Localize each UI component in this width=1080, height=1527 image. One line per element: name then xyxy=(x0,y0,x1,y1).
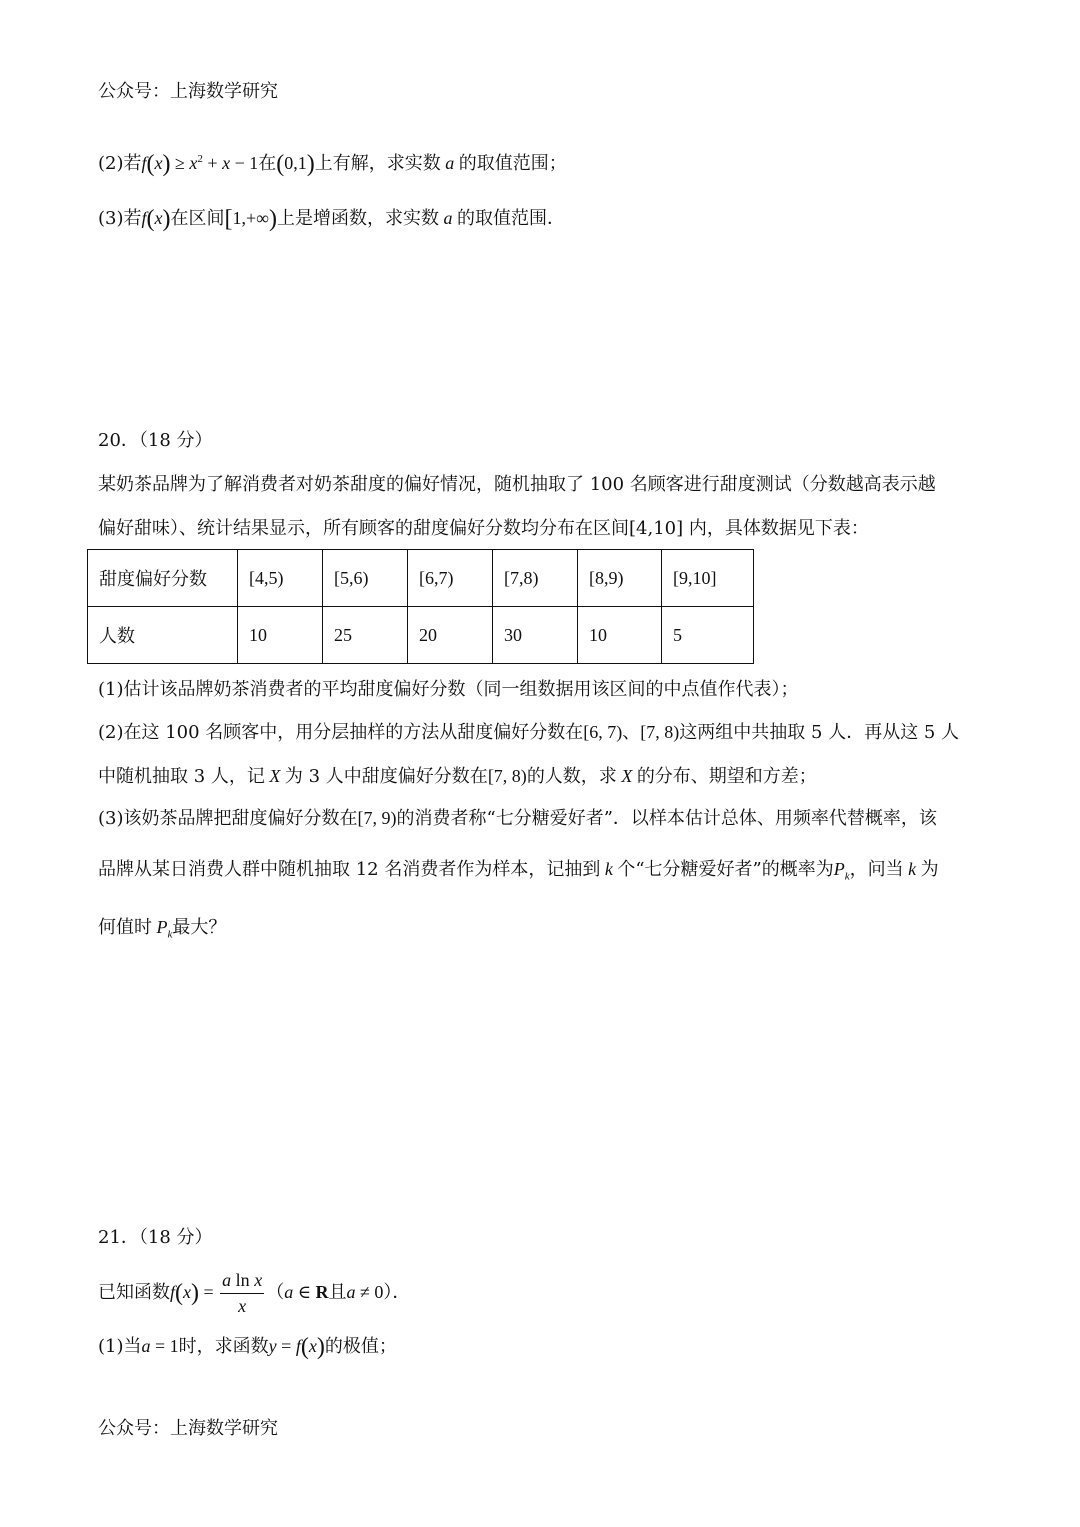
table-cell: 5 xyxy=(662,607,754,664)
q21-part1: (1)当a = 1时，求函数y = f(x)的极值； xyxy=(98,1334,397,1360)
q19-part2: (2)若$f(x) \ge x^2 + x - 1$在(0,1)上有解，求实数 a 的取值范围； xyxy=(98,151,567,177)
table-cell: [6,7) xyxy=(408,550,493,607)
sweetness-table xyxy=(87,549,754,664)
q21-title: 21．（18 分） xyxy=(98,1227,213,1248)
fraction: $\frac{\text{a ln x}}{x}$ xyxy=(222,1270,263,1316)
table-cell: 10 xyxy=(578,607,662,664)
q20-stem-line2: 偏好甜味）、统计结果显示，所有顾客的甜度偏好分数均分布在区间[4,10] 内，具体数据见下表： xyxy=(98,518,869,539)
page-header: 公众号：上海数学研究 xyxy=(98,81,278,102)
table-header-score: 甜度偏好分数 xyxy=(88,550,238,607)
q20-part3-line1: (3)该奶茶品牌把甜度偏好分数在[7, 9)的消费者称“七分糖爱好者”．以样本估计总体、用频率代替概率，该 xyxy=(98,808,937,829)
table-cell: 30 xyxy=(493,607,578,664)
q20-part3-line2: 品牌从某日消费人群中随机抽取 12 名消费者作为样本，记抽到 k 个“七分糖爱好者”的概率为$P_k$，问当 k 为 xyxy=(98,859,939,883)
table-cell: [8,9) xyxy=(578,550,662,607)
table-row xyxy=(88,550,754,607)
q20-part2-line2: 中随机抽取 3 人，记 X 为 3 人中甜度偏好分数在[7, 8)的人数，求 X 的分布、期望和方差； xyxy=(98,766,817,787)
table-cell: 20 xyxy=(408,607,493,664)
table-cell: 10 xyxy=(238,607,323,664)
table-cell: [4,5) xyxy=(238,550,323,607)
table-cell: [5,6) xyxy=(323,550,408,607)
q20-part1: (1)估计该品牌奶茶消费者的平均甜度偏好分数（同一组数据用该区间的中点值作代表）； xyxy=(98,679,799,700)
q20-part2-line1: (2)在这 100 名顾客中，用分层抽样的方法从甜度偏好分数在[6, 7)、[7, 8)这两组中共抽取 5 人．再从这 5 人 xyxy=(98,722,960,743)
table-row xyxy=(88,607,754,664)
page-footer: 公众号：上海数学研究 xyxy=(98,1418,278,1439)
q19-part3: (3)若f(x)在区间[1,+∞)上是增函数，求实数 a 的取值范围． xyxy=(98,206,565,232)
q20-part3-line3: 何值时 $P_k$最大？ xyxy=(98,917,227,941)
table-cell: 25 xyxy=(323,607,408,664)
table-cell: [9,10] xyxy=(662,550,754,607)
q20-stem-line1: 某奶茶品牌为了解消费者对奶茶甜度的偏好情况，随机抽取了 100 名顾客进行甜度测试（分数越高表示越 xyxy=(98,474,936,495)
table-cell: [7,8) xyxy=(493,550,578,607)
q21-stem: 已知函数f(x) = $\frac{\text{a ln x}}{x}$ （a ∈ R且a ≠ 0）． xyxy=(98,1270,411,1316)
table-header-count: 人数 xyxy=(88,607,238,664)
q20-title: 20．（18 分） xyxy=(98,430,213,451)
